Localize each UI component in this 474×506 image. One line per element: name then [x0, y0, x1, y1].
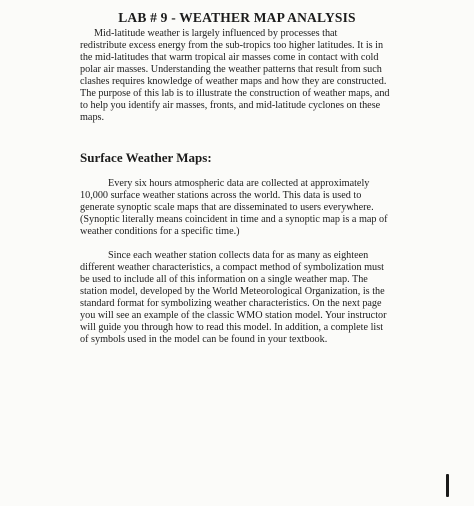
intro-line: to help you identify air masses, fronts, and mid-latitude cyclones on these: [80, 100, 381, 111]
document-title: LAB # 9 - WEATHER MAP ANALYSIS: [118, 10, 356, 25]
intro-line: The purpose of this lab is to illustrate the construction of weather maps, and: [80, 88, 390, 99]
paragraph-line: Every six hours atmospheric data are collected at approximately: [108, 178, 370, 189]
intro-line: the mid-latitudes that warm tropical air masses come in contact with cold: [80, 52, 379, 63]
paragraph-line: Since each weather station collects data for as many as eighteen: [108, 250, 369, 261]
paragraph-line: of symbols used in the model can be found in your textbook.: [80, 334, 328, 345]
paragraph-line: you will see an example of the classic WMO station model. Your instructor: [80, 310, 387, 321]
intro-line: redistribute excess energy from the sub-tropics too higher latitudes. It is in: [80, 40, 384, 51]
paragraph-line: different weather characteristics, a compact method of symbolization must: [80, 262, 384, 273]
margin-mark: [446, 474, 449, 497]
paragraph-line: station model, developed by the World Meteorological Organization, is the: [80, 286, 385, 297]
intro-line: maps.: [80, 112, 105, 123]
intro-line: Mid-latitude weather is largely influenced by processes that: [94, 28, 338, 39]
paragraph-line: weather conditions for a specific time.): [80, 226, 240, 237]
paragraph-line: (Synoptic literally means coincident in time and a synoptic map is a map of: [80, 214, 388, 225]
paragraph-line: will guide you through how to read this model. In addition, a complete list: [80, 322, 384, 333]
paragraph-line: be used to include all of this information on a single weather map. The: [80, 274, 368, 285]
intro-line: polar air masses. Understanding the weather patterns that result from such: [80, 64, 382, 75]
intro-line: clashes requires knowledge of weather maps and how they are constructed.: [80, 76, 387, 87]
paragraph-line: standard format for symbolizing weather characteristics. On the next page: [80, 298, 382, 309]
paragraph-line: generate synoptic scale maps that are disseminated to users everywhere.: [80, 202, 374, 213]
paragraph-line: 10,000 surface weather stations across the world. This data is used to: [80, 190, 362, 201]
section-heading: Surface Weather Maps:: [80, 150, 212, 165]
